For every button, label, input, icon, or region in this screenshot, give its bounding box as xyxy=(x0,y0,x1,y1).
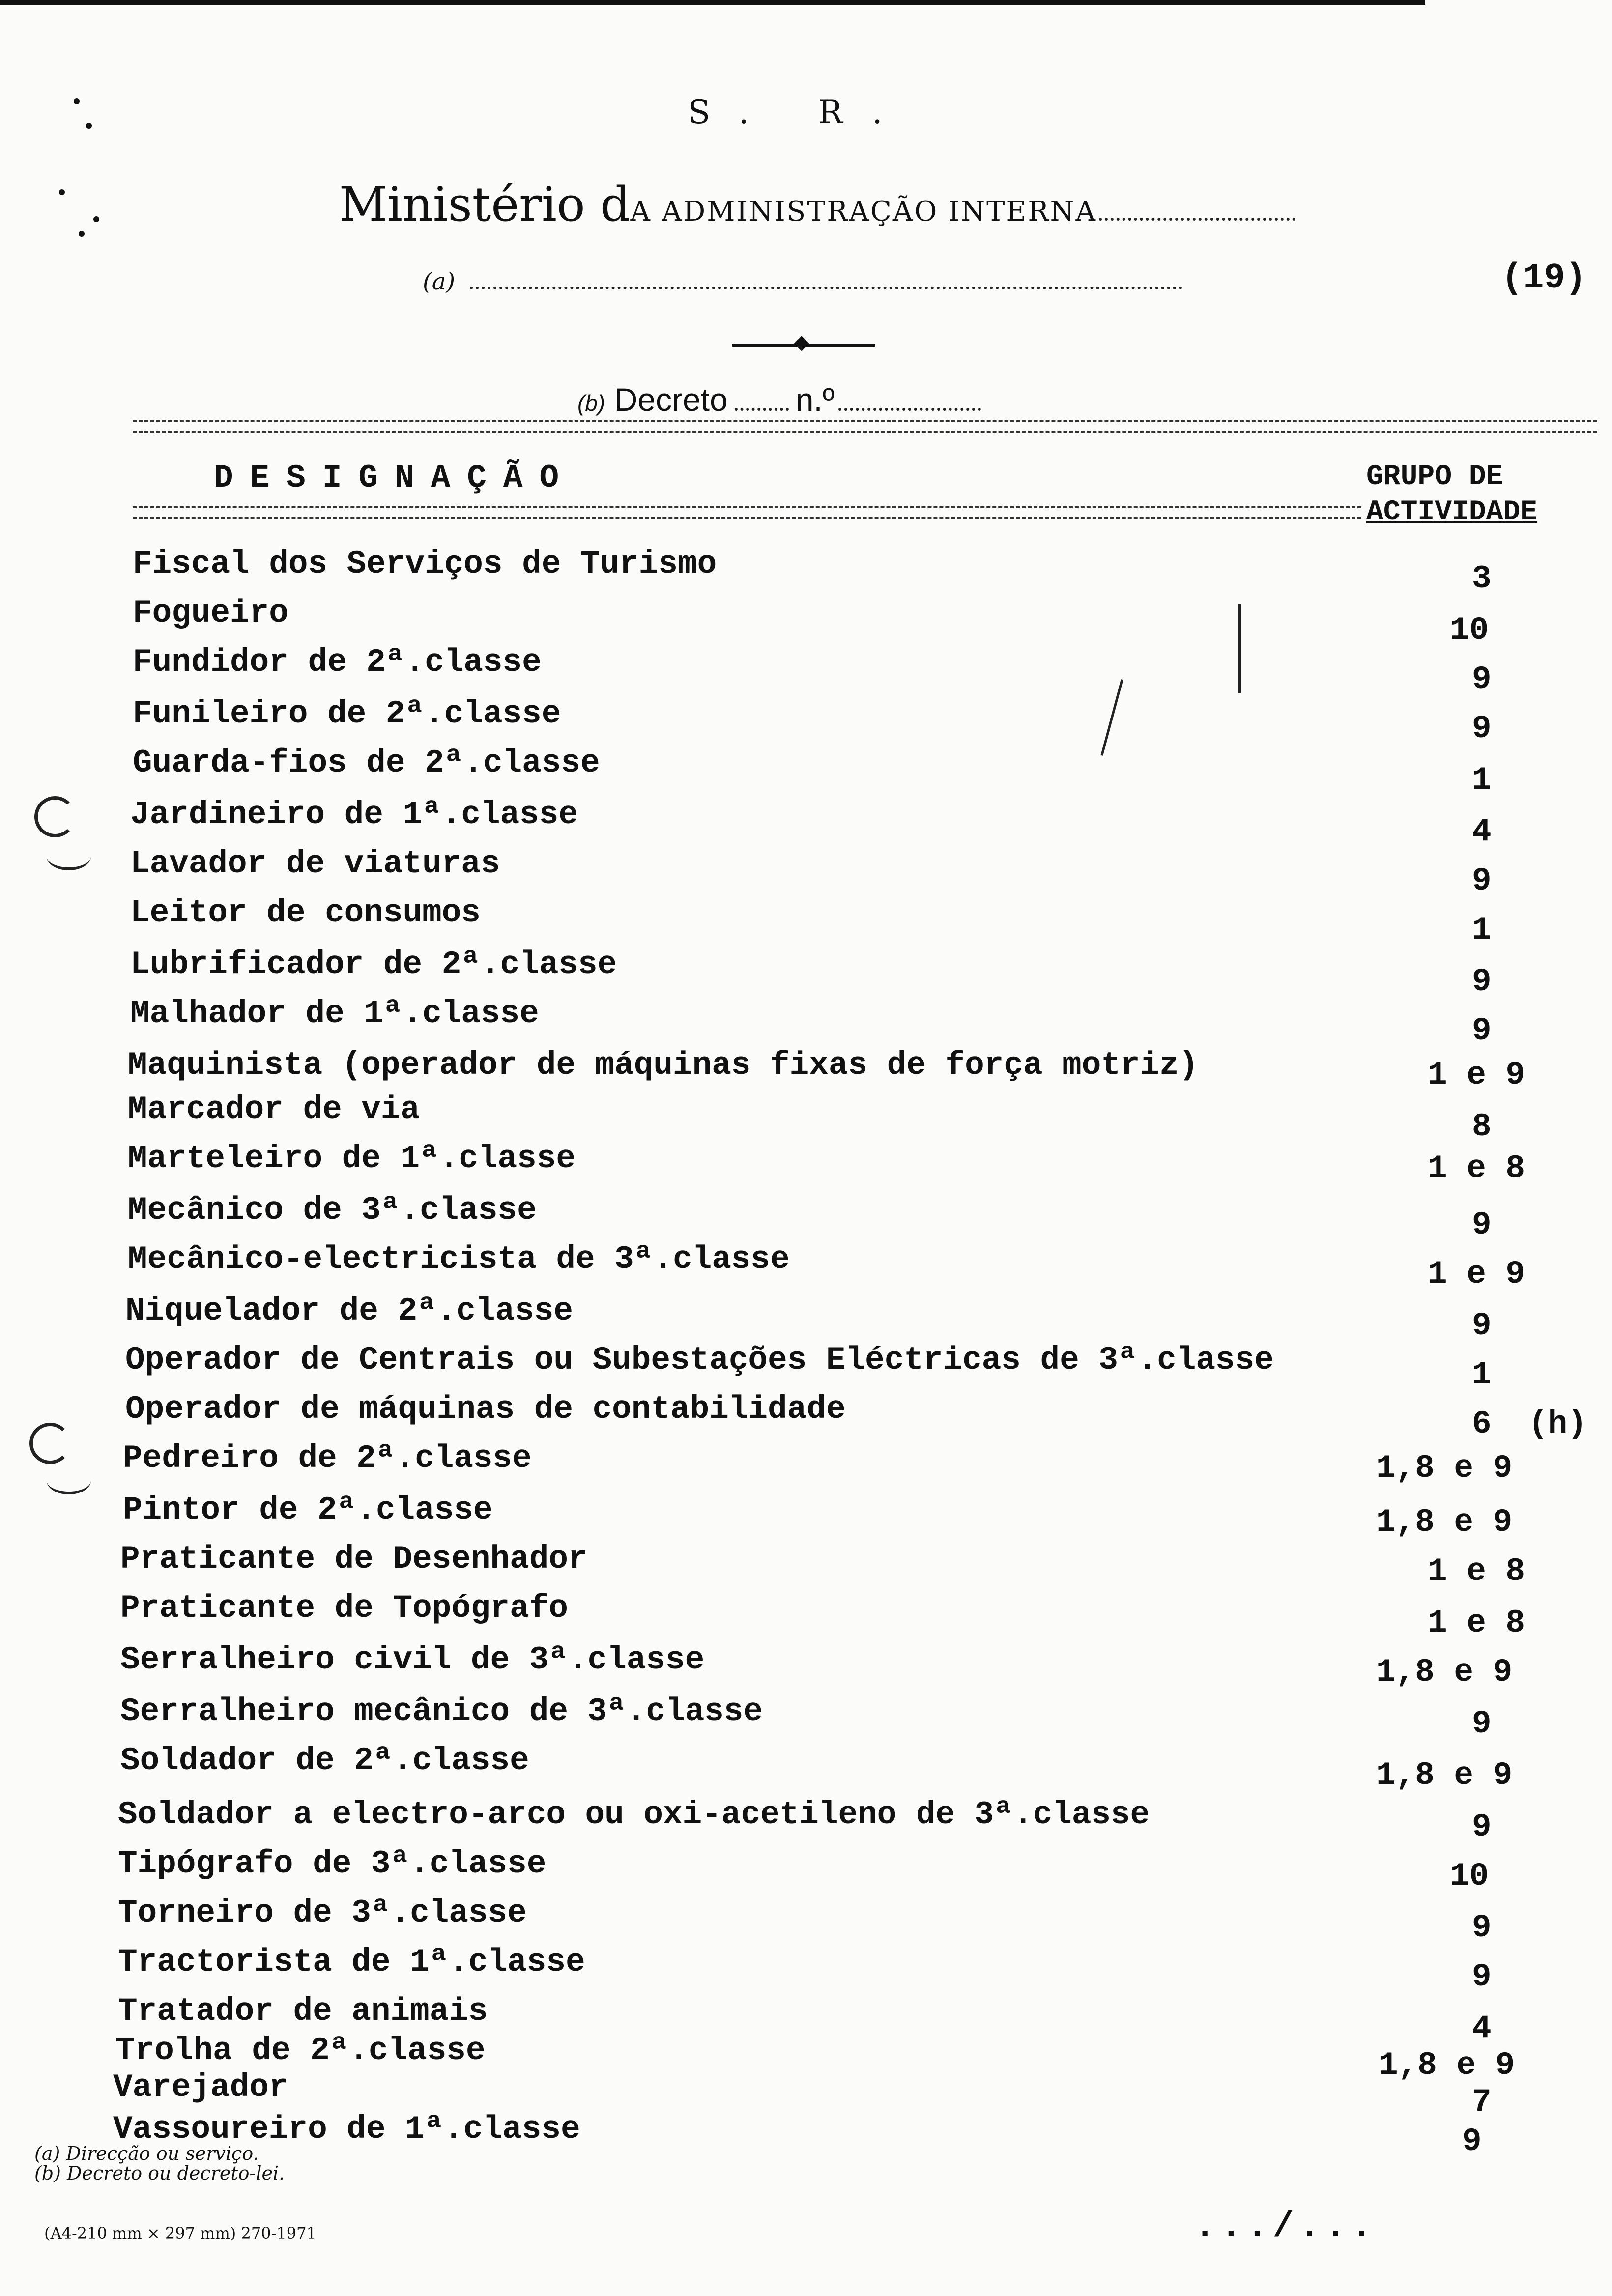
margin-circle-mark xyxy=(29,1423,71,1464)
seal: S. R. xyxy=(688,93,912,131)
field-a xyxy=(423,268,1182,295)
scan-speck xyxy=(59,189,65,195)
table-row: Guarda-fios de 2ª.classe xyxy=(133,745,600,781)
column-header-grupo xyxy=(1366,459,1537,530)
table-row-grupo: 1 e 8 xyxy=(1428,1150,1526,1187)
top-edge-line xyxy=(0,0,1425,5)
scan-speck xyxy=(79,231,85,237)
table-row: Praticante de Topógrafo xyxy=(120,1590,568,1627)
pen-stroke xyxy=(1100,679,1123,756)
table-row: Tratador de animais xyxy=(118,1993,488,2030)
table-row: Soldador a electro-arco ou oxi-acetileno de 3ª.classe xyxy=(118,1796,1150,1833)
table-row-grupo: 1,8 e 9 xyxy=(1376,1450,1513,1487)
form-reference: (A4-210 mm × 297 mm) 270-1971 xyxy=(44,2224,317,2242)
table-row: Mecânico de 3ª.classe xyxy=(128,1192,537,1229)
table-row-grupo: 1 e 9 xyxy=(1428,1256,1526,1292)
column-header-grupo-line1: GRUPO DE xyxy=(1366,461,1503,493)
table-row-grupo: 1,8 e 9 xyxy=(1376,1504,1513,1541)
margin-circle-mark xyxy=(34,796,76,837)
table-row: Fundidor de 2ª.classe xyxy=(133,644,542,681)
table-header-rule xyxy=(133,506,1361,519)
table-row: Maquinista (operador de máquinas fixas de força motriz) xyxy=(128,1047,1199,1084)
table-row: Soldador de 2ª.classe xyxy=(120,1742,529,1779)
table-row-grupo: 6 xyxy=(1472,1406,1492,1442)
table-row: Pintor de 2ª.classe xyxy=(123,1492,493,1528)
table-row: Marteleiro de 1ª.classe xyxy=(128,1140,576,1177)
table-row-grupo: 9 xyxy=(1462,2123,1482,2160)
table-row-grupo: 1 xyxy=(1472,912,1492,948)
table-row-grupo: 9 xyxy=(1472,661,1492,698)
table-row-grupo: 10 xyxy=(1450,612,1489,649)
scan-speck xyxy=(74,98,80,104)
table-row-grupo: 1 e 8 xyxy=(1428,1553,1526,1590)
ministry-prefix: Ministério d xyxy=(339,177,631,232)
table-row: Operador de Centrais ou Subestações Eléctricas de 3ª.classe xyxy=(125,1342,1274,1378)
column-header-designacao: DESIGNAÇÃO xyxy=(214,459,576,496)
footnote-a: (a) Direcção ou serviço. xyxy=(34,2143,259,2164)
table-row-grupo: 1 xyxy=(1472,762,1492,799)
decreto-line xyxy=(577,381,981,418)
table-row: Torneiro de 3ª.classe xyxy=(118,1894,527,1931)
table-row: Marcador de via xyxy=(128,1091,420,1128)
scan-speck xyxy=(93,216,99,222)
table-row-grupo: 9 xyxy=(1472,1206,1492,1243)
table-top-rule xyxy=(133,420,1597,433)
table-row: Mecânico-electricista de 3ª.classe xyxy=(128,1241,790,1278)
table-row-grupo: 9 xyxy=(1472,1012,1492,1049)
table-row-grupo: 4 xyxy=(1472,813,1492,850)
table-row-grupo: 9 xyxy=(1472,1958,1492,1995)
table-row-grupo: 8 xyxy=(1472,1108,1492,1145)
table-row: Fiscal dos Serviços de Turismo xyxy=(133,545,717,582)
table-row: Trolha de 2ª.classe xyxy=(115,2032,486,2069)
table-row-grupo: 1 e 9 xyxy=(1428,1057,1526,1093)
table-row: Serralheiro mecânico de 3ª.classe xyxy=(120,1693,763,1730)
ministry-dotted-line xyxy=(1099,218,1295,221)
table-row: Lubrificador de 2ª.classe xyxy=(130,946,617,983)
table-row-grupo: 9 xyxy=(1472,1808,1492,1845)
decreto-label: Decreto xyxy=(614,381,728,418)
field-a-dotted-line xyxy=(470,287,1182,289)
table-row: Varejador xyxy=(113,2069,288,2106)
table-row: Lavador de viaturas xyxy=(130,845,500,882)
table-row-grupo: 1,8 e 9 xyxy=(1376,1757,1513,1794)
table-row-grupo: 9 xyxy=(1472,1705,1492,1742)
table-row: Tractorista de 1ª.classe xyxy=(118,1944,585,1980)
table-row: Malhador de 1ª.classe xyxy=(130,995,539,1032)
table-row: Praticante de Desenhador xyxy=(120,1541,588,1578)
table-row: Funileiro de 2ª.classe xyxy=(133,695,561,732)
table-row: Niquelador de 2ª.classe xyxy=(125,1292,573,1329)
table-row: Fogueiro xyxy=(133,595,288,631)
ministry-title xyxy=(339,177,1295,232)
table-row-grupo: 1 xyxy=(1472,1356,1492,1393)
field-a-label: (a) xyxy=(423,268,456,295)
ministry-name: A ADMINISTRAÇÃO INTERNA xyxy=(630,196,1097,228)
table-row: Jardineiro de 1ª.classe xyxy=(130,796,578,833)
decreto-label-prefix: (b) xyxy=(577,390,605,416)
table-row-grupo: 9 xyxy=(1472,710,1492,747)
column-header-grupo-line2: ACTIVIDADE xyxy=(1366,496,1538,528)
decreto-number-label: n.º xyxy=(795,381,835,418)
table-row-note: (h) xyxy=(1528,1406,1587,1442)
table-row-grupo: 9 xyxy=(1472,963,1492,1000)
ornament-divider xyxy=(732,344,875,347)
table-row-grupo: 7 xyxy=(1472,2084,1492,2121)
table-row-grupo: 10 xyxy=(1450,1858,1489,1894)
table-row: Serralheiro civil de 3ª.classe xyxy=(120,1641,705,1678)
table-row-grupo: 1,8 e 9 xyxy=(1376,1654,1513,1691)
table-row: Operador de máquinas de contabilidade xyxy=(125,1391,846,1428)
page-number: (19) xyxy=(1501,258,1586,298)
decreto-number-dotted-line xyxy=(838,408,981,411)
margin-arc-mark xyxy=(47,1467,91,1494)
table-row: Tipógrafo de 3ª.classe xyxy=(118,1845,547,1882)
continuation-mark: .../... xyxy=(1194,2207,1378,2247)
table-row-grupo: 9 xyxy=(1472,1909,1492,1946)
margin-arc-mark xyxy=(47,843,91,870)
table-row-grupo: 9 xyxy=(1472,1307,1492,1344)
table-row: Leitor de consumos xyxy=(130,894,481,931)
table-row-grupo: 9 xyxy=(1472,862,1492,899)
pen-stroke xyxy=(1238,604,1241,693)
table-row-grupo: 4 xyxy=(1472,2010,1492,2047)
table-row: Vassoureiro de 1ª.classe xyxy=(113,2111,580,2148)
table-row-grupo: 1,8 e 9 xyxy=(1379,2047,1515,2084)
scan-speck xyxy=(86,123,92,129)
decreto-dotted-line xyxy=(735,408,789,411)
table-row-grupo: 3 xyxy=(1472,560,1492,597)
table-row-grupo: 1 e 8 xyxy=(1428,1605,1526,1641)
footnote-b: (b) Decreto ou decreto-lei. xyxy=(34,2162,285,2184)
table-row: Pedreiro de 2ª.classe xyxy=(123,1440,532,1477)
